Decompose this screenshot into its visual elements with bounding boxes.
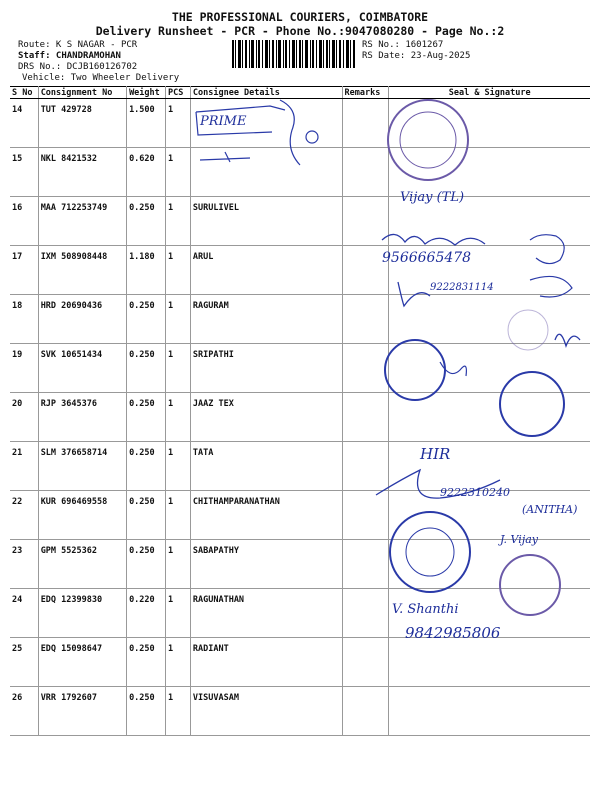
runsheet-subtitle: Delivery Runsheet - PCR - Phone No.:9047080280 - Page No.:2 (95, 24, 505, 38)
route-label: Route: K S NAGAR - PCR (18, 40, 138, 50)
cell-remarks (342, 148, 389, 197)
cell-sno: 17 (10, 246, 38, 295)
cell-consignee (190, 148, 342, 197)
col-weight: Weight (127, 87, 166, 99)
cell-pcs: 1 (165, 442, 190, 491)
cell-remarks (342, 540, 389, 589)
header-info-left (18, 40, 179, 84)
cell-weight: 0.250 (127, 540, 166, 589)
cell-consignee: RAGUNATHAN (190, 589, 342, 638)
cell-remarks (342, 442, 389, 491)
cell-pcs: 1 (165, 393, 190, 442)
cell-consignee: RAGURAM (190, 295, 342, 344)
cell-weight: 0.250 (127, 344, 166, 393)
prime-handwriting: PRIME (200, 114, 247, 129)
cell-pcs: 1 (165, 638, 190, 687)
cell-seal (389, 344, 590, 393)
table-row (10, 638, 590, 687)
page-title: THE PROFESSIONAL COURIERS, COIMBATORE (171, 10, 429, 24)
cell-pcs: 1 (165, 295, 190, 344)
rs-date: RS Date: 23-Aug-2025 (362, 51, 471, 61)
table-row (10, 344, 590, 393)
cell-consignee: CHITHAMPARANATHAN (190, 491, 342, 540)
row22-signature: HIR (420, 445, 451, 463)
cell-sno: 24 (10, 589, 38, 638)
table-header-row (10, 87, 590, 99)
cell-consignee (190, 99, 342, 148)
cell-remarks (342, 344, 389, 393)
barcode-image (232, 40, 356, 68)
cell-consignee: SURULIVEL (190, 197, 342, 246)
cell-seal (389, 295, 590, 344)
cell-consignment: HRD 20690436 (38, 295, 126, 344)
cell-pcs: 1 (165, 344, 190, 393)
cell-remarks (342, 393, 389, 442)
cell-consignee: ARUL (190, 246, 342, 295)
cell-pcs: 1 (165, 687, 190, 736)
cell-sno: 19 (10, 344, 38, 393)
cell-weight: 0.220 (127, 589, 166, 638)
table-row (10, 148, 590, 197)
vehicle-label: Vehicle: Two Wheeler Delivery (22, 73, 180, 83)
row23-phone: 9222310240 (440, 486, 510, 499)
cell-seal (389, 99, 590, 148)
cell-remarks (342, 491, 389, 540)
cell-consignment: SVK 10651434 (38, 344, 126, 393)
rs-number: RS No.: 1601267 (362, 40, 444, 50)
cell-sno: 26 (10, 687, 38, 736)
cell-weight: 0.250 (127, 638, 166, 687)
cell-remarks (342, 99, 389, 148)
col-pcs: PCS (165, 87, 190, 99)
table-row (10, 393, 590, 442)
cell-seal (389, 442, 590, 491)
cell-seal (389, 491, 590, 540)
cell-consignment: EDQ 15098647 (38, 638, 126, 687)
cell-remarks (342, 589, 389, 638)
cell-seal (389, 246, 590, 295)
col-sno: S No (10, 87, 38, 99)
row23-name: (ANITHA) (522, 503, 578, 516)
table-row (10, 687, 590, 736)
cell-pcs: 1 (165, 246, 190, 295)
cell-consignment: EDQ 12399830 (38, 589, 126, 638)
cell-pcs: 1 (165, 99, 190, 148)
cell-sno: 20 (10, 393, 38, 442)
cell-seal (389, 687, 590, 736)
cell-consignment: RJP 3645376 (38, 393, 126, 442)
cell-weight: 0.250 (127, 491, 166, 540)
cell-consignee: SABAPATHY (190, 540, 342, 589)
cell-sno: 15 (10, 148, 38, 197)
cell-seal (389, 393, 590, 442)
cell-sno: 14 (10, 99, 38, 148)
col-remarks: Remarks (342, 87, 389, 99)
cell-consignment: SLM 376658714 (38, 442, 126, 491)
cell-consignment: VRR 1792607 (38, 687, 126, 736)
cell-weight: 0.250 (127, 442, 166, 491)
cell-consignment: NKL 8421532 (38, 148, 126, 197)
cell-pcs: 1 (165, 148, 190, 197)
cell-pcs: 1 (165, 491, 190, 540)
col-consignee: Consignee Details (190, 87, 342, 99)
cell-weight: 0.620 (127, 148, 166, 197)
table-row (10, 246, 590, 295)
cell-seal (389, 638, 590, 687)
table-row (10, 491, 590, 540)
cell-consignment: MAA 712253749 (38, 197, 126, 246)
row16-signature: Vijay (TL) (400, 190, 465, 205)
row24-signature: J. Vijay (500, 533, 539, 546)
row26-phone: 9842985806 (405, 624, 501, 642)
cell-weight: 1.180 (127, 246, 166, 295)
cell-sno: 18 (10, 295, 38, 344)
row26-name: V. Shanthi (392, 602, 459, 617)
cell-pcs: 1 (165, 540, 190, 589)
cell-remarks (342, 197, 389, 246)
cell-seal (389, 148, 590, 197)
cell-weight: 0.250 (127, 393, 166, 442)
table-row (10, 540, 590, 589)
cell-consignee: TATA (190, 442, 342, 491)
table-row (10, 589, 590, 638)
staff-label: Staff: CHANDRAMOHAN (18, 51, 121, 61)
cell-remarks (342, 687, 389, 736)
cell-sno: 16 (10, 197, 38, 246)
cell-consignment: TUT 429728 (38, 99, 126, 148)
runsheet-table (10, 86, 590, 736)
table-row (10, 442, 590, 491)
col-consignment: Consignment No (38, 87, 126, 99)
cell-consignment: GPM 5525362 (38, 540, 126, 589)
rs-info (362, 40, 470, 62)
cell-consignment: IXM 508908448 (38, 246, 126, 295)
cell-weight: 0.250 (127, 197, 166, 246)
table-row (10, 197, 590, 246)
table-row (10, 99, 590, 148)
cell-seal (389, 589, 590, 638)
cell-consignee: JAAZ TEX (190, 393, 342, 442)
cell-seal (389, 197, 590, 246)
cell-pcs: 1 (165, 589, 190, 638)
cell-sno: 22 (10, 491, 38, 540)
cell-remarks (342, 246, 389, 295)
cell-weight: 1.500 (127, 99, 166, 148)
cell-sno: 25 (10, 638, 38, 687)
table-row (10, 295, 590, 344)
cell-seal (389, 540, 590, 589)
cell-pcs: 1 (165, 197, 190, 246)
drs-label: DRS No.: DCJB160126702 (18, 62, 138, 72)
row18-phone: 9222831114 (430, 282, 494, 293)
cell-weight: 0.250 (127, 687, 166, 736)
cell-consignee: VISUVASAM (190, 687, 342, 736)
cell-consignment: KUR 696469558 (38, 491, 126, 540)
row17-phone: 9566665478 (382, 250, 472, 266)
col-seal-signature: Seal & Signature (389, 87, 590, 99)
cell-weight: 0.250 (127, 295, 166, 344)
cell-remarks (342, 295, 389, 344)
cell-consignee: SRIPATHI (190, 344, 342, 393)
cell-remarks (342, 638, 389, 687)
cell-sno: 23 (10, 540, 38, 589)
cell-sno: 21 (10, 442, 38, 491)
cell-consignee: RADIANT (190, 638, 342, 687)
